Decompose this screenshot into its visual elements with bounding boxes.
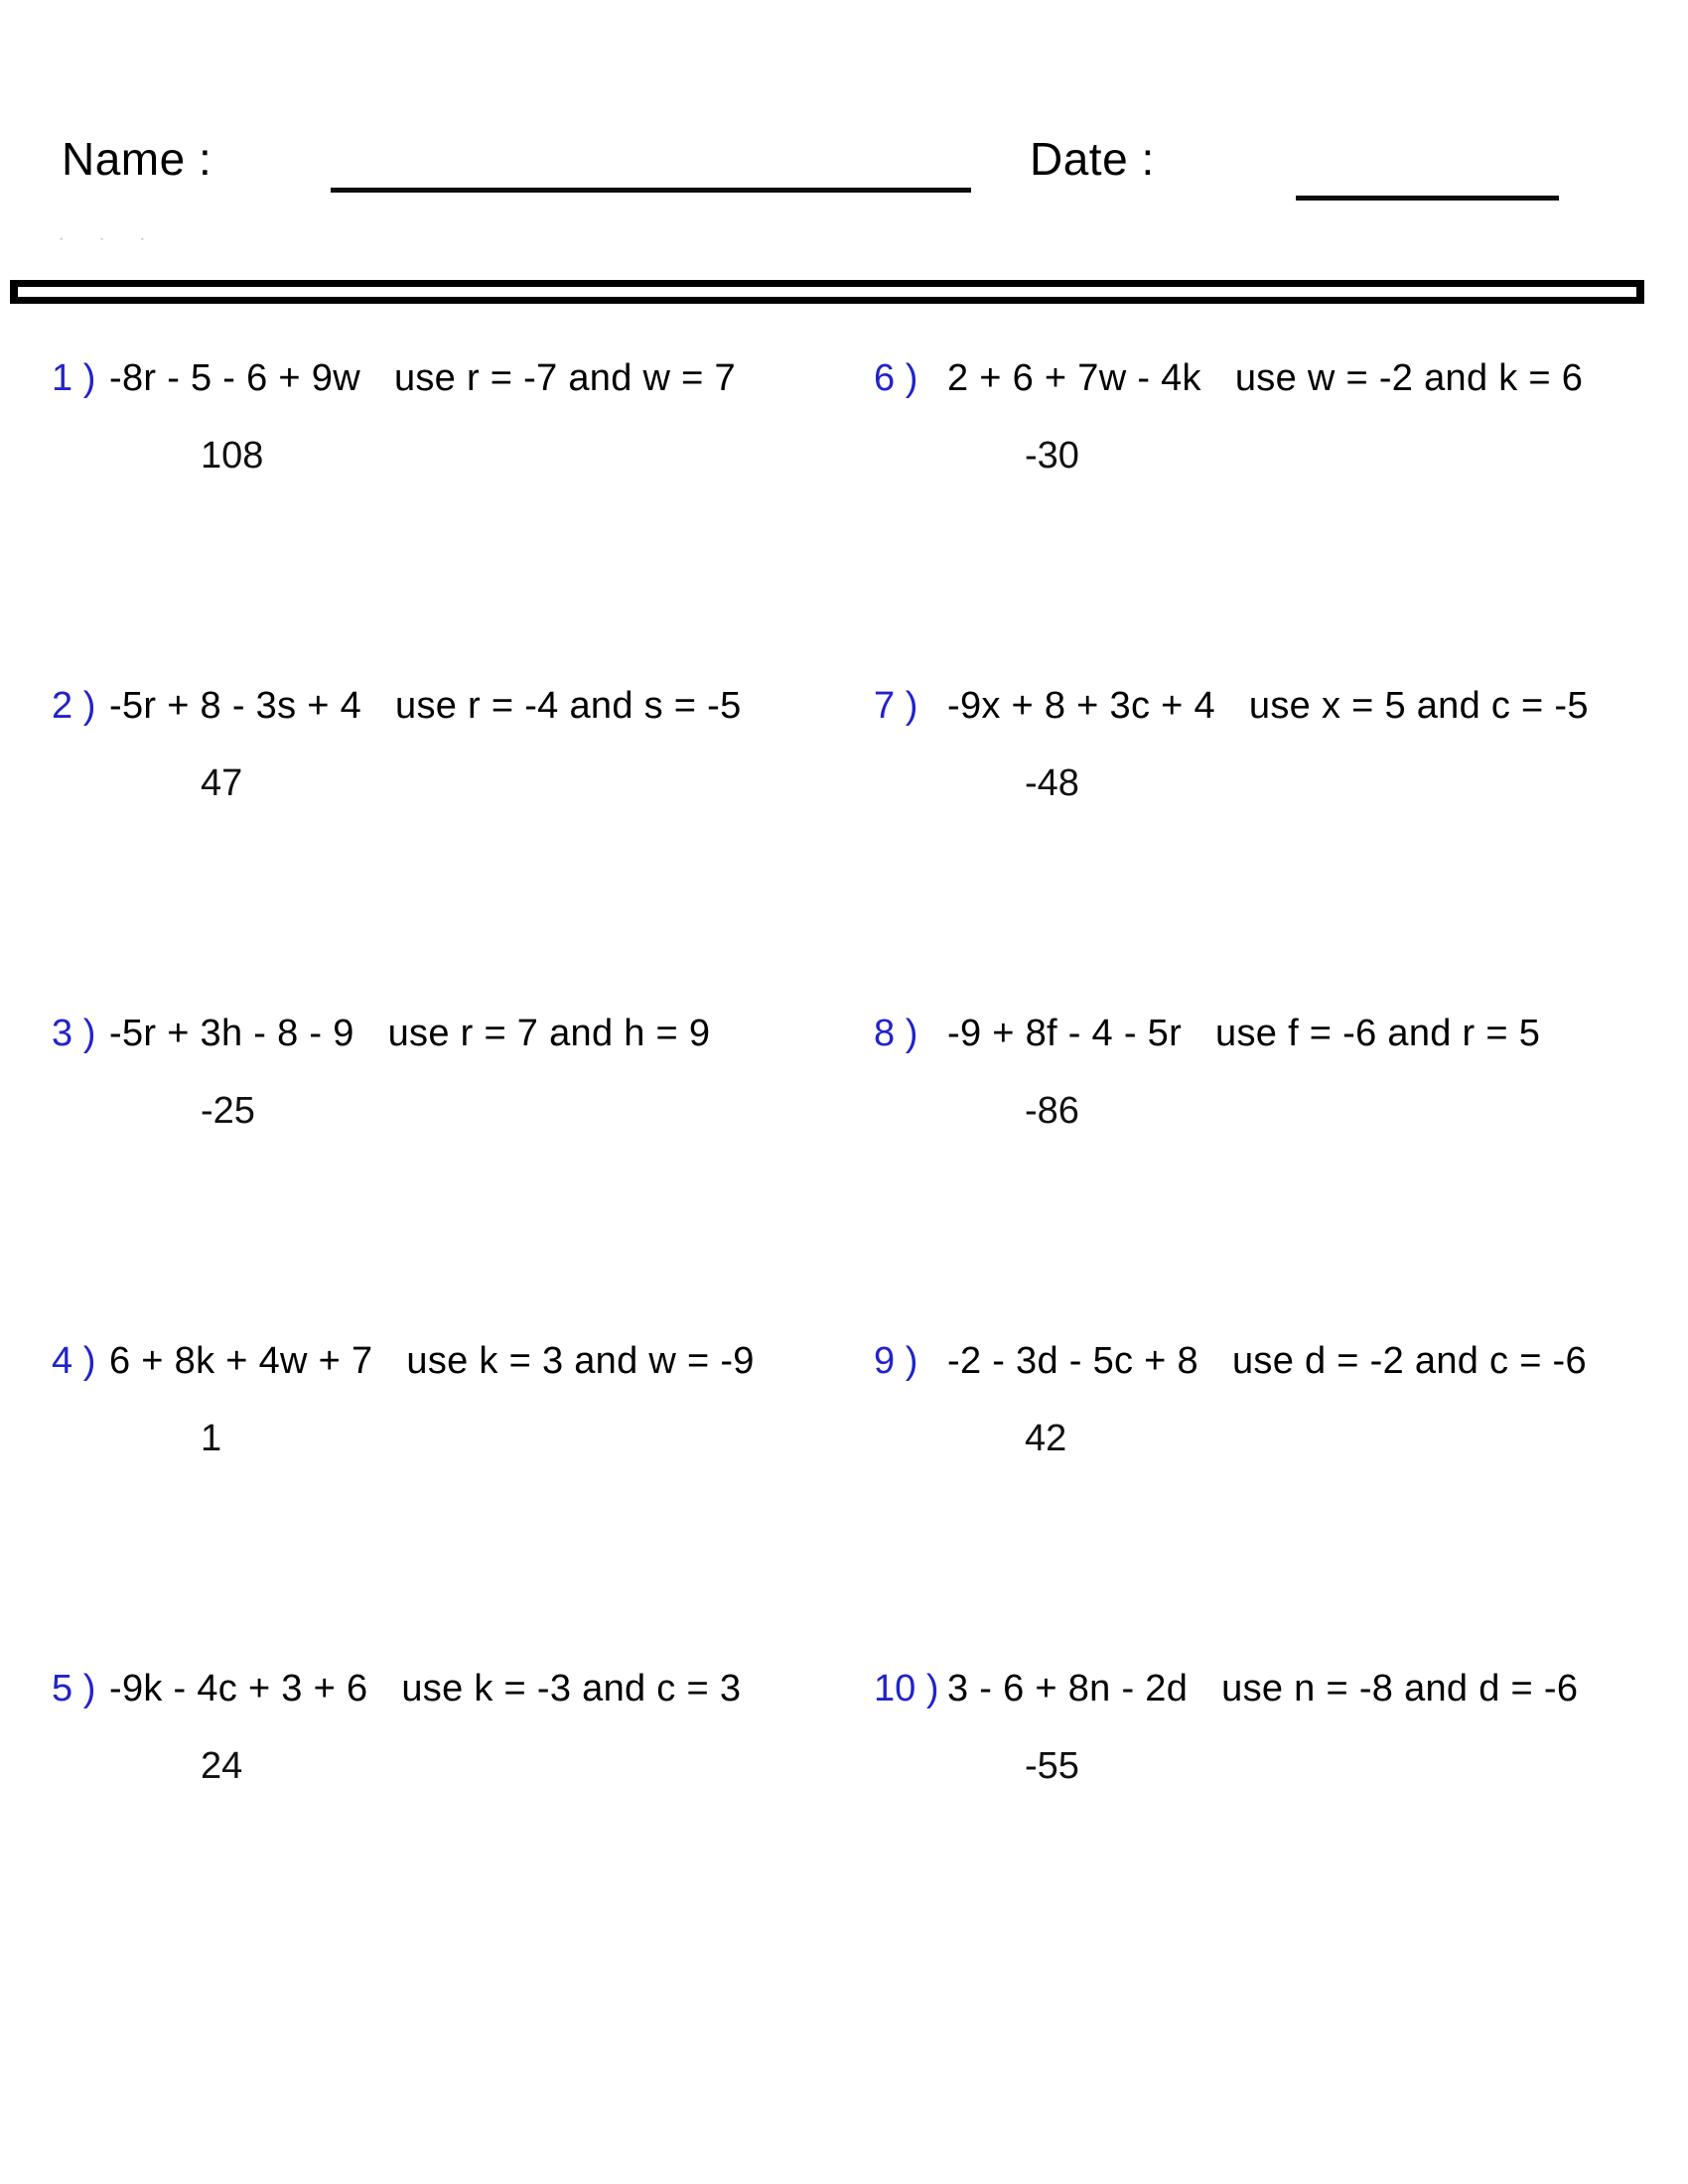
problem-number: 7 ) xyxy=(874,685,918,727)
problem-item-6 xyxy=(874,357,1678,685)
problem-expression: -2 - 3d - 5c + 8 xyxy=(947,1340,1198,1382)
problem-answer: -25 xyxy=(201,1090,255,1132)
problem-instruction: use k = -3 and c = 3 xyxy=(401,1668,742,1709)
problem-question-line xyxy=(52,1668,876,1727)
problem-number: 2 ) xyxy=(52,685,96,727)
problem-question-line xyxy=(52,1013,876,1072)
name-write-in-line[interactable] xyxy=(331,188,971,193)
scan-artifact: · · · xyxy=(58,226,160,251)
problem-number: 3 ) xyxy=(52,1013,96,1054)
problem-item-3 xyxy=(52,1013,876,1340)
problem-expression: 2 + 6 + 7w - 4k xyxy=(947,357,1201,399)
problem-instruction: use r = -7 and w = 7 xyxy=(393,357,736,399)
problem-question-line xyxy=(874,1340,1678,1400)
problem-instruction: use x = 5 and c = -5 xyxy=(1248,685,1589,727)
problem-instruction: use k = 3 and w = -9 xyxy=(406,1340,755,1382)
problem-expression: -5r + 3h - 8 - 9 xyxy=(109,1013,354,1054)
problem-expression: -8r - 5 - 6 + 9w xyxy=(109,357,360,399)
problem-row xyxy=(0,1340,1688,1668)
problem-instruction: use f = -6 and r = 5 xyxy=(1215,1013,1541,1054)
problem-number: 1 ) xyxy=(52,357,96,399)
problem-question-line xyxy=(874,685,1678,745)
problem-instruction: use w = -2 and k = 6 xyxy=(1234,357,1584,399)
problem-question-line xyxy=(52,1340,876,1400)
problem-row xyxy=(0,357,1688,685)
problem-answer: -48 xyxy=(1025,762,1079,804)
problem-question-line xyxy=(874,1668,1678,1727)
problem-number: 10 ) xyxy=(874,1668,939,1709)
problem-item-4 xyxy=(52,1340,876,1668)
problem-instruction: use r = 7 and h = 9 xyxy=(387,1013,711,1054)
name-label: Name : xyxy=(62,133,212,185)
problem-row xyxy=(0,1668,1688,1966)
problem-question-line xyxy=(874,357,1678,417)
problem-question-line xyxy=(52,357,876,417)
problem-instruction: use r = -4 and s = -5 xyxy=(395,685,742,727)
worksheet-header xyxy=(0,124,1688,213)
problem-answer: 24 xyxy=(201,1745,243,1787)
problem-answer: 42 xyxy=(1025,1418,1067,1459)
problem-question-line xyxy=(874,1013,1678,1072)
header-divider-rule xyxy=(10,280,1644,304)
problem-expression: 6 + 8k + 4w + 7 xyxy=(109,1340,373,1382)
problem-answer: 108 xyxy=(201,435,264,477)
problem-expression: -9k - 4c + 3 + 6 xyxy=(109,1668,368,1709)
problem-item-10 xyxy=(874,1668,1678,1995)
problem-item-9 xyxy=(874,1340,1678,1668)
problem-instruction: use d = -2 and c = -6 xyxy=(1231,1340,1587,1382)
problem-answer: -86 xyxy=(1025,1090,1079,1132)
problem-expression: -9 + 8f - 4 - 5r xyxy=(947,1013,1183,1054)
problem-item-5 xyxy=(52,1668,876,1995)
date-write-in-line[interactable] xyxy=(1296,196,1559,201)
problem-answer: 47 xyxy=(201,762,243,804)
problem-answer: -30 xyxy=(1025,435,1079,477)
problem-number: 8 ) xyxy=(874,1013,918,1054)
date-label: Date : xyxy=(1030,133,1155,185)
problem-answer: 1 xyxy=(201,1418,222,1459)
problem-number: 9 ) xyxy=(874,1340,918,1382)
problem-number: 5 ) xyxy=(52,1668,96,1709)
problem-item-7 xyxy=(874,685,1678,1013)
problem-expression: 3 - 6 + 8n - 2d xyxy=(947,1668,1189,1709)
problem-expression: -9x + 8 + 3c + 4 xyxy=(947,685,1215,727)
problem-expression: -5r + 8 - 3s + 4 xyxy=(109,685,362,727)
problem-number: 4 ) xyxy=(52,1340,96,1382)
problem-row xyxy=(0,1013,1688,1340)
problem-number: 6 ) xyxy=(874,357,918,399)
problem-item-2 xyxy=(52,685,876,1013)
divider-inner-stripe xyxy=(18,287,1636,297)
problem-item-1 xyxy=(52,357,876,685)
problem-item-8 xyxy=(874,1013,1678,1340)
problem-answer: -55 xyxy=(1025,1745,1079,1787)
problem-question-line xyxy=(52,685,876,745)
problem-instruction: use n = -8 and d = -6 xyxy=(1221,1668,1579,1709)
problems-grid xyxy=(0,357,1688,1966)
problem-row xyxy=(0,685,1688,1013)
